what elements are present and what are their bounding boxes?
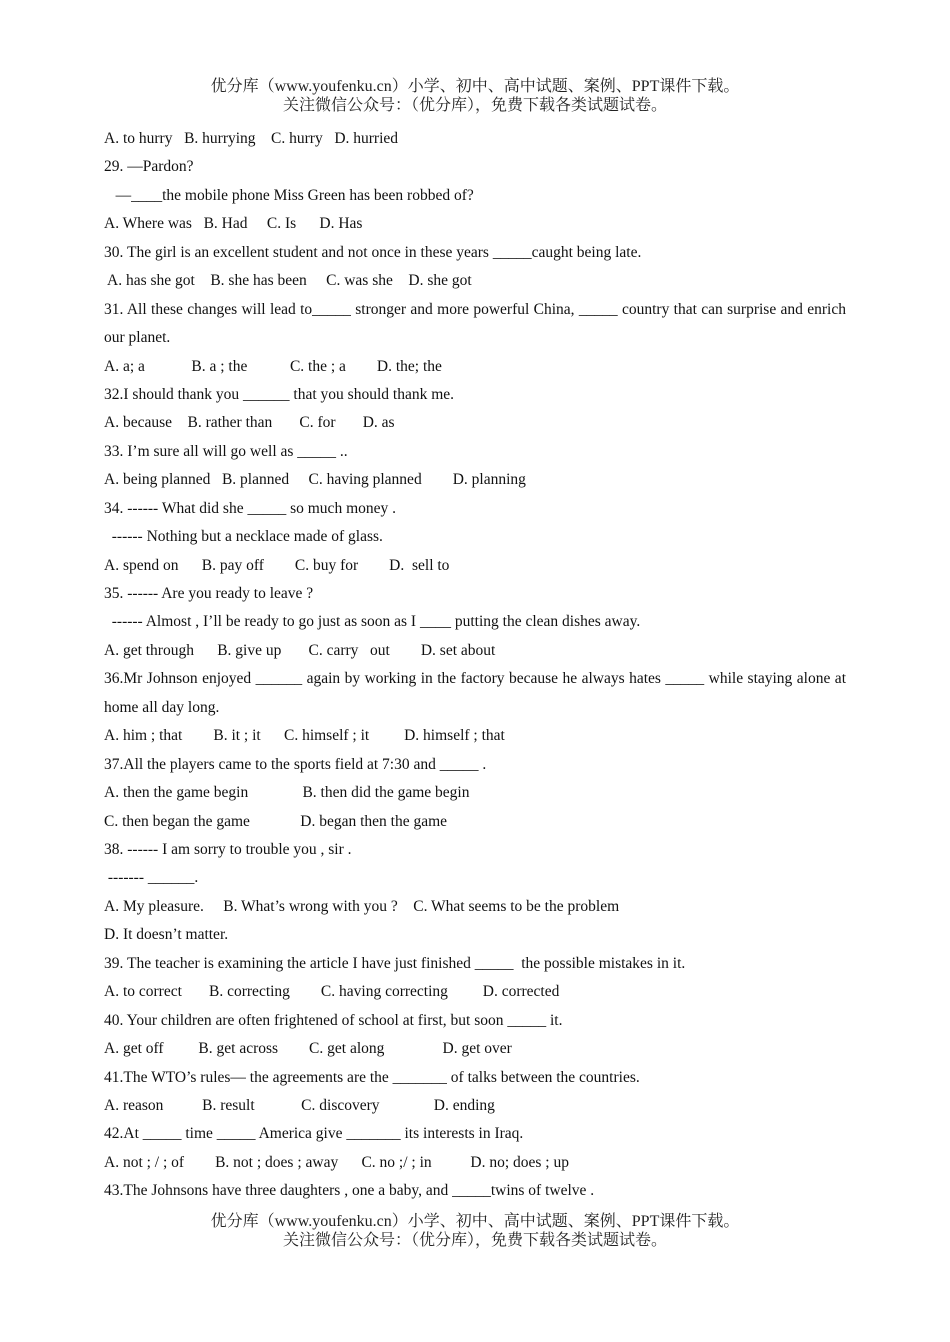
question-34-line-2: ------ Nothing but a necklace made of glass. — [104, 528, 383, 546]
question-38-line-2: ------- ______. — [104, 869, 199, 887]
question-35-line-2: ------ Almost , I’ll be ready to go just as soon as I ____ putting the clean dishes away. — [104, 613, 641, 631]
question-33-options: A. being planned B. planned C. having planned D. planning — [104, 471, 526, 489]
question-39-stem: 39. The teacher is examining the article I have just finished _____ the possible mistakes in it. — [104, 954, 686, 972]
question-42-options: A. not ; / ; of B. not ; does ; away C. no ;/ ; in D. no; does ; up — [104, 1153, 569, 1171]
footer-line-2: 关注微信公众号：（优分库），免费下载各类试题试卷。 — [282, 1232, 667, 1249]
question-32-stem: 32.I should thank you ______ that you should thank me. — [104, 385, 455, 403]
question-32-options: A. because B. rather than C. for D. as — [104, 414, 395, 432]
header-line-1: 优分库（www.youfenku.cn）小学、初中、高中试题、案例、PPT课件下载。 — [210, 78, 740, 95]
question-41-stem: 41.The WTO’s rules— the agreements are the _______ of talks between the countries. — [104, 1068, 640, 1086]
page-footer — [0, 1212, 950, 1250]
question-38-line-1: 38. ------ I am sorry to trouble you , sir . — [104, 841, 352, 858]
question-37-options-a-b: A. then the game begin B. then did the game begin — [104, 784, 470, 802]
question-29-line-1: 29. —Pardon? — [104, 158, 194, 176]
question-40-options: A. get off B. get across C. get along D. get over — [104, 1040, 512, 1058]
question-29-options: A. Where was B. Had C. Is D. Has — [104, 215, 363, 233]
question-37-options-c-d: C. then began the game D. began then the game — [104, 812, 448, 830]
page-header — [0, 77, 950, 115]
question-31-options: A. a; a B. a ; the C. the ; a D. the; the — [104, 357, 442, 375]
question-38-options-a-c: A. My pleasure. B. What’s wrong with you ? C. What seems to be the problem — [104, 897, 620, 915]
question-39-options: A. to correct B. correcting C. having correcting D. corrected — [104, 983, 560, 1001]
question-38-option-d: D. It doesn’t matter. — [104, 926, 229, 944]
question-29-line-2: —____the mobile phone Miss Green has been robbed of? — [104, 186, 474, 204]
question-36-stem: 36.Mr Johnson enjoyed ______ again by working in the factory because he always hates _____ while staying alone at home all day long. — [104, 670, 846, 716]
question-40-stem: 40. Your children are often frightened of school at first, but soon _____ it. — [104, 1011, 563, 1029]
question-30-stem: 30. The girl is an excellent student and not once in these years _____caught being late. — [104, 243, 642, 261]
question-41-options: A. reason B. result C. discovery D. ending — [104, 1096, 495, 1114]
question-31-stem: 31. All these changes will lead to_____ stronger and more powerful China, _____ country that can surprise and enrich our planet. — [104, 300, 846, 347]
question-30-options: A. has she got B. she has been C. was she D. she got — [104, 272, 472, 290]
header-line-2: 关注微信公众号：（优分库），免费下载各类试题试卷。 — [282, 97, 667, 114]
question-34-options: A. spend on B. pay off C. buy for D. sell to — [104, 556, 450, 574]
question-43-stem: 43.The Johnsons have three daughters , one a baby, and _____twins of twelve . — [104, 1182, 595, 1200]
question-35-options: A. get through B. give up C. carry out D. set about — [104, 641, 496, 659]
exam-questions — [104, 125, 846, 1206]
question-33-stem: 33. I’m sure all will go well as _____ .. — [104, 442, 348, 460]
question-37-stem: 37.All the players came to the sports field at 7:30 and _____ . — [104, 755, 487, 773]
question-28-options: A. to hurry B. hurrying C. hurry D. hurried — [104, 130, 399, 147]
question-34-line-1: 34. ------ What did she _____ so much money . — [104, 499, 397, 517]
question-36-options: A. him ; that B. it ; it C. himself ; it D. himself ; that — [104, 727, 505, 745]
question-35-line-1: 35. ------ Are you ready to leave ? — [104, 585, 314, 603]
question-42-stem: 42.At _____ time _____ America give _______ its interests in Iraq. — [104, 1125, 524, 1143]
footer-line-1: 优分库（www.youfenku.cn）小学、初中、高中试题、案例、PPT课件下载。 — [210, 1213, 740, 1230]
